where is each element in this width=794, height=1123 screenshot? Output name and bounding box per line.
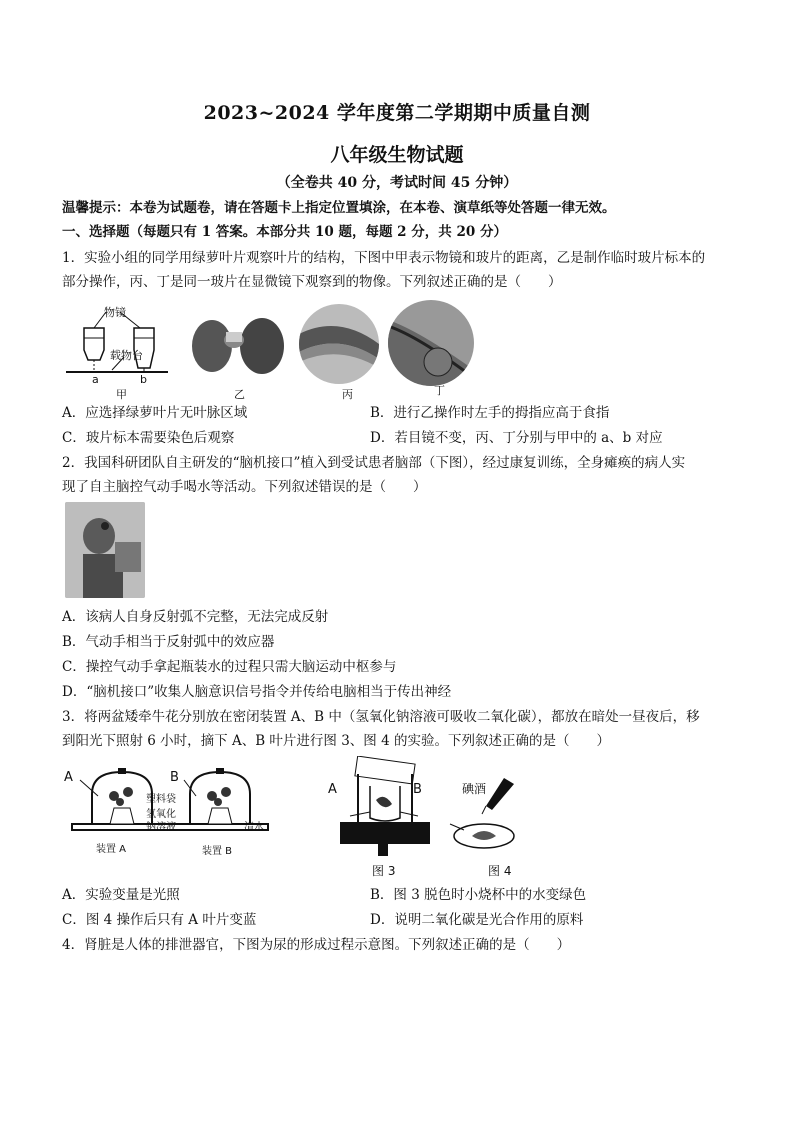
q3-stem-line2: 到阳光下照射 6 小时，摘下 A、B 叶片进行图 3、图 4 的实验。下列叙述正确的是（ ）	[62, 733, 610, 749]
q2-stem-line1: 2．我国科研团队自主研发的“脑机接口”植入到受试患者脑部（下图），经过康复训练，全身瘫痪的病人实	[62, 455, 686, 471]
exam-subtitle: 八年级生物试题	[330, 144, 464, 166]
q3-fig4-caption: 图 4	[488, 864, 512, 878]
q1-label-b: b	[140, 373, 147, 386]
q1-label-bing: 丙	[342, 388, 353, 401]
q2-stem-line2: 现了自主脑控气动手喝水等活动。下列叙述错误的是（ ）	[62, 479, 427, 495]
q1-label-a: a	[92, 373, 99, 386]
q3-label-water: 清水	[244, 822, 264, 833]
q3-option-a: A．实验变量是光照	[62, 887, 180, 903]
q1-label-jia: 甲	[116, 388, 127, 401]
exam-title: 2023~2024 学年度第二学期期中质量自测	[203, 102, 591, 124]
q3-option-c: C．图 4 操作后只有 A 叶片变蓝	[62, 912, 257, 928]
q2-option-d: D．“脑机接口”收集人脑意识信号指令并传给电脑相当于传出神经	[62, 684, 452, 700]
q3-option-d: D．说明二氧化碳是光合作用的原料	[370, 912, 584, 928]
q3-fig4-label-iodine: 碘酒	[462, 782, 487, 796]
q1-stem-line1: 1．实验小组的同学用绿萝叶片观察叶片的结构，下图中甲表示物镜和玻片的距离，乙是制作临时玻片标本的	[62, 250, 706, 266]
q1-option-c: C．玻片标本需要染色后观察	[62, 430, 235, 446]
q3-fig3-label-b: B	[413, 782, 422, 797]
q3-label-jar-a: A	[64, 770, 73, 785]
q2-option-a: A．该病人自身反射弧不完整，无法完成反射	[62, 609, 329, 625]
q3-label-device-a: 装置 A	[96, 844, 127, 855]
q3-label-device-b: 装置 B	[202, 846, 233, 857]
q1-photo-ding	[388, 300, 474, 386]
q3-stem-line1: 3．将两盆矮牵牛花分别放在密闭装置 A、B 中（氢氧化钠溶液可吸收二氧化碳），都放在暗处一昼夜后，移	[62, 709, 700, 725]
q3-option-b: B．图 3 脱色时小烧杯中的水变绿色	[370, 887, 587, 903]
q1-label-ding: 丁	[434, 384, 445, 397]
q1-stem-line2: 部分操作，丙、丁是同一玻片在显微镜下观察到的物像。下列叙述正确的是（ ）	[62, 274, 562, 290]
q4-stem-line1: 4．肾脏是人体的排泄器官，下图为尿的形成过程示意图。下列叙述正确的是（ ）	[62, 937, 571, 953]
exam-info: （全卷共 40 分，考试时间 45 分钟）	[276, 175, 518, 191]
q1-photo-yi	[182, 306, 290, 382]
q3-label-jar-b: B	[170, 770, 179, 785]
q1-option-b: B．进行乙操作时左手的拇指应高于食指	[370, 405, 610, 421]
q1-option-a: A．应选择绿萝叶片无叶脉区域	[62, 405, 248, 421]
q3-label-naoh-2: 钠溶液	[146, 822, 176, 833]
q1-label-yi: 乙	[234, 388, 245, 401]
q3-label-bag: 塑料袋	[146, 794, 176, 805]
section-heading: 一、选择题（每题只有 1 答案。本部分共 10 题，每题 2 分，共 20 分）	[62, 224, 507, 240]
q1-label-objective: 物镜	[104, 306, 126, 319]
q1-photo-bing	[299, 304, 379, 384]
q2-option-c: C．操控气动手拿起瓶装水的过程只需大脑运动中枢参与	[62, 659, 397, 675]
q3-figure-3	[330, 756, 440, 860]
notice: 温馨提示：本卷为试题卷，请在答题卡上指定位置填涂，在本卷、演草纸等处答题一律无效。	[62, 200, 616, 216]
q3-label-naoh-1: 氢氧化	[146, 809, 176, 820]
q3-fig3-caption: 图 3	[372, 864, 396, 878]
q3-fig3-label-a: A	[328, 782, 337, 797]
q2-option-b: B．气动手相当于反射弧中的效应器	[62, 634, 275, 650]
q1-option-d: D．若目镜不变，丙、丁分别与甲中的 a、b 对应	[370, 430, 663, 446]
q1-label-stage: 载物台	[110, 349, 143, 362]
q2-photo-patient	[65, 502, 145, 598]
